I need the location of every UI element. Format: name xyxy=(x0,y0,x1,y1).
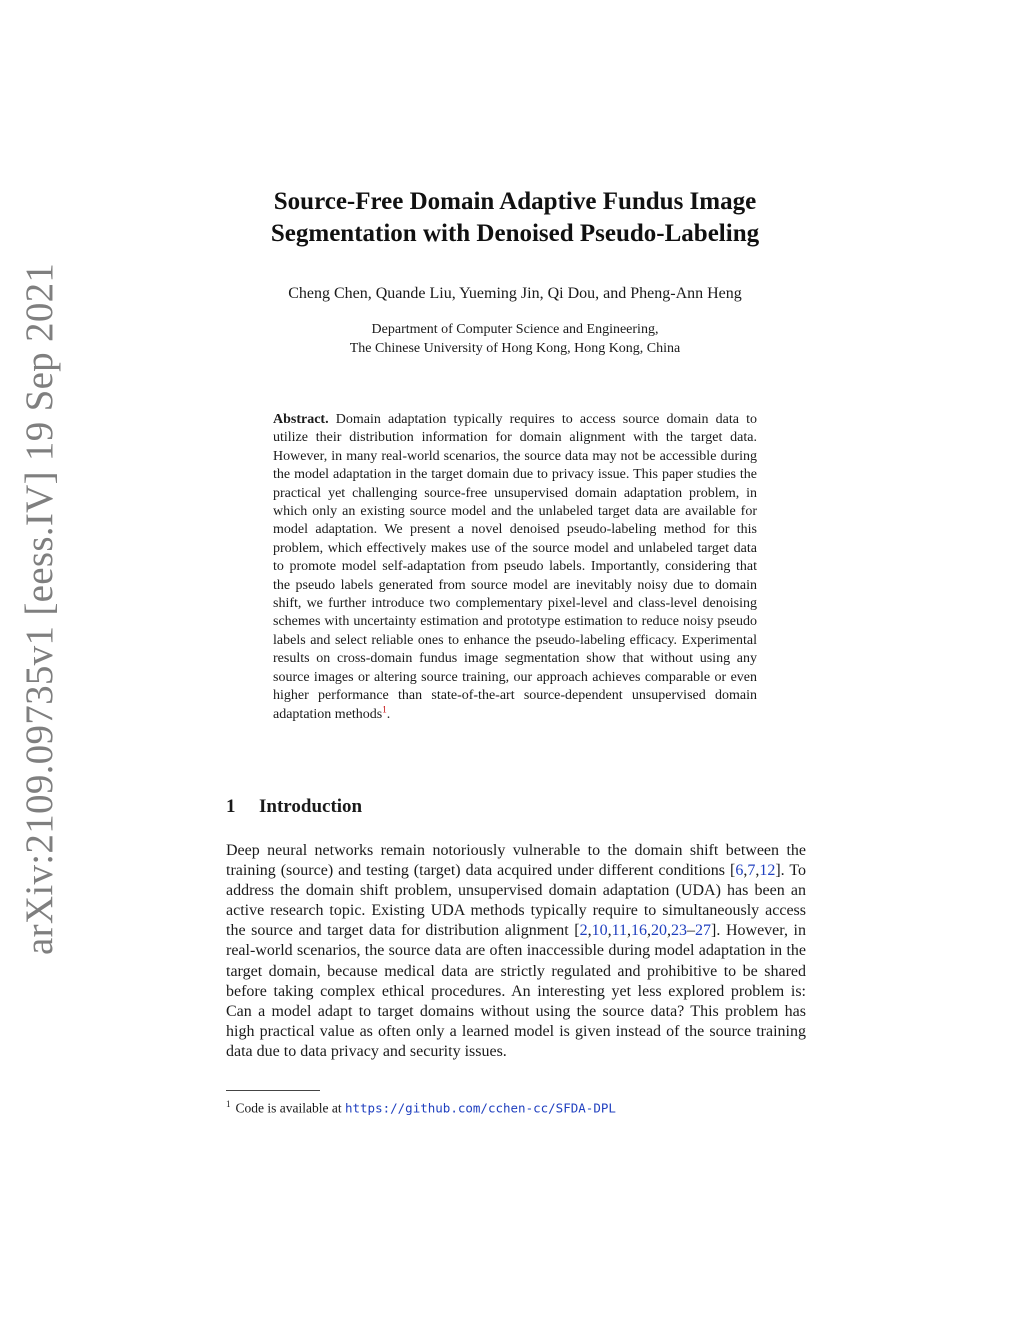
paper-title xyxy=(200,186,830,250)
citation-link[interactable]: 6 xyxy=(735,862,744,880)
abstract-label: Abstract. xyxy=(273,412,329,427)
abstract-text: Domain adaptation typically requires to access source domain data to utilize their distribution information for domain alignment with the target data. However, in many real-world scenarios, the source data may not be accessible during the model adaptation in the target domain due to privacy issue. This paper studies the practical yet challenging source-free unsupervised domain adaptation problem, in which only an existing source model and the unlabeled target data are available for model adaptation. We present a novel denoised pseudo-labeling method for this problem, which effectively makes use of the source model and unlabeled target data to promote model self-adaptation from pseudo labels. Importantly, considering that the pseudo labels generated from source model are inevitably noisy due to domain shift, we further introduce two complementary pixel-level and class-level denoising schemes with uncertainty estimation and prototype estimation to reduce noisy pseudo labels and select reliable ones to enhance the pseudo-labeling efficacy. Experimental results on cross-domain fundus image segmentation show that without using any source images or altering source training, our approach achieves comparable or even higher performance than state-of-the-art source-dependent unsupervised domain adaptation methods xyxy=(273,412,757,722)
affiliation-line-1: Department of Computer Science and Engineering, xyxy=(371,322,659,337)
footnote-divider xyxy=(226,1090,320,1091)
abstract xyxy=(273,411,757,724)
citation-link[interactable]: 16 xyxy=(631,922,648,940)
intro-text-2: ]. To address the domain shift problem, unsupervised domain adaptation (UDA) has been an active research topic. Existing UDA methods typically require to simultaneously access the source and target data for distribution alignment [ xyxy=(226,862,807,940)
citation-link[interactable]: 27 xyxy=(695,922,712,940)
intro-text-1: Deep neural networks remain notoriously vulnerable to the domain shift between the training (source) and testing (target) data acquired under different conditions [ xyxy=(226,842,806,880)
intro-text-3: ]. However, in real-world scenarios, the source data are often inaccessible during model adaptation in the target domain, because medical data are strictly regulated and prohibitive to be shared before taking complex ethical procedures. An interesting yet less explored problem is: Can a model adapt to target domains without using the source data? This problem has high practical value as often only a learned model is given instead of the source training data due to data privacy and security issues. xyxy=(226,922,806,1060)
affiliation-line-2: The Chinese University of Hong Kong, Hong Kong, China xyxy=(349,341,681,356)
citation-link[interactable]: 11 xyxy=(611,922,628,940)
author-list: Cheng Chen, Quande Liu, Yueming Jin, Qi Dou, and Pheng-Ann Heng xyxy=(288,285,742,302)
arxiv-identifier-stamp: arXiv:2109.09735v1 [eess.IV] 19 Sep 2021 xyxy=(18,262,61,955)
citation-link[interactable]: 23 xyxy=(671,922,688,940)
section-title: Introduction xyxy=(259,796,363,817)
citation-link[interactable]: 10 xyxy=(591,922,608,940)
citation-link[interactable]: 12 xyxy=(759,862,776,880)
section-number: 1 xyxy=(226,796,236,817)
title-line-2: Segmentation with Denoised Pseudo-Labeling xyxy=(270,220,760,247)
footnote xyxy=(226,1095,806,1118)
code-repository-link[interactable]: https://github.com/cchen-cc/SFDA-DPL xyxy=(344,1100,616,1116)
section-heading xyxy=(226,795,806,819)
footnote-text: Code is available at xyxy=(235,1100,342,1116)
citation-link[interactable]: 2 xyxy=(579,922,588,940)
footnote-mark: 1 xyxy=(226,1099,231,1109)
citation-link[interactable]: 7 xyxy=(747,862,756,880)
title-line-1: Source-Free Domain Adaptive Fundus Image xyxy=(273,188,757,215)
affiliation xyxy=(200,320,830,358)
introduction-paragraph: Deep neural networks remain notoriously vulnerable to the domain shift between the training (source) and testing (target) data acquired under different conditions [6,7,12]. To address the domain shift problem, unsupervised domain adaptation (UDA) has been an active research topic. Existing UDA methods typically require to simultaneously access the source and target data for distribution alignment [2,10,11,16,20,23–27]. However, in real-world scenarios, the source data are often inaccessible during model adaptation in the target domain, because medical data are strictly regulated and prohibitive to be shared before taking complex ethical procedures. An interesting yet less explored problem is: Can a model adapt to target domains without using the source data? This problem has high practical value as often only a learned model is given instead of the source training data due to data privacy and security issues. xyxy=(226,842,807,1060)
citation-link[interactable]: 20 xyxy=(651,922,668,940)
abstract-end: . xyxy=(386,706,391,722)
footnote-reference-link[interactable]: 1 xyxy=(382,703,387,714)
